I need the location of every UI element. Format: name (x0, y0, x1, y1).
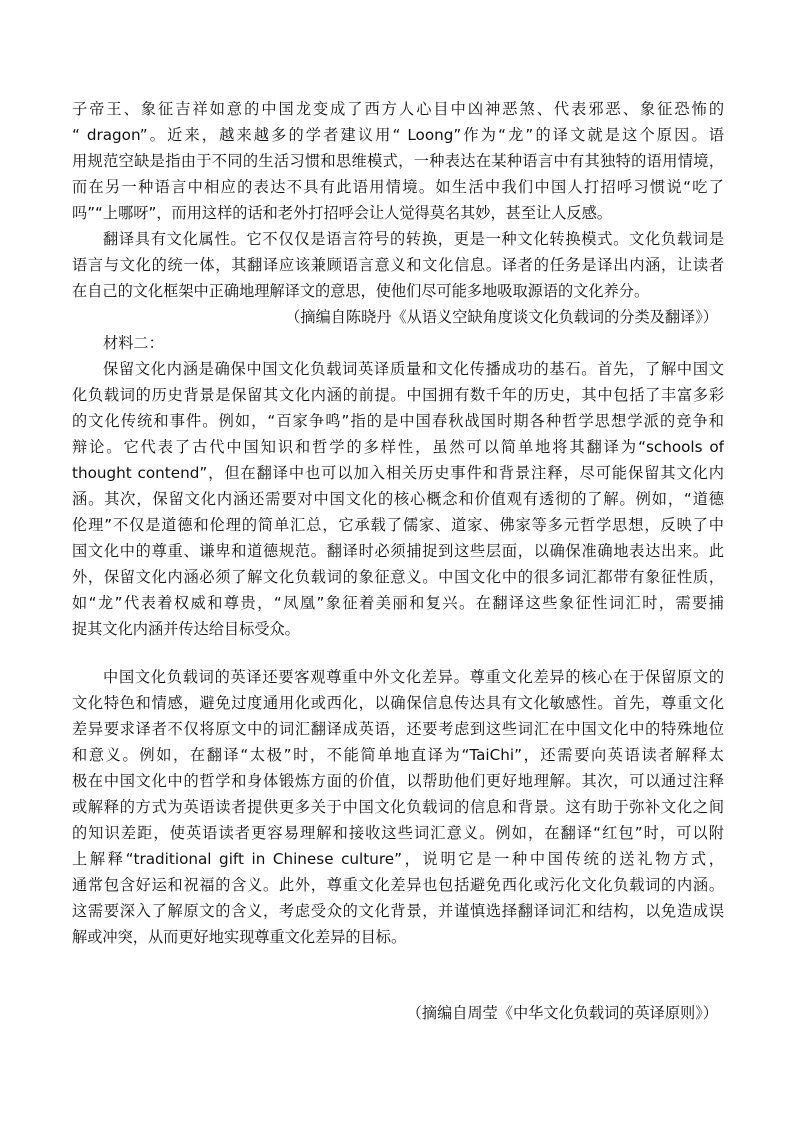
text-line: 通常包含好运和祝福的含义。此外，尊重文化差异也包括避免西化或污化文化负载词的内涵。 (72, 876, 724, 894)
text-line: 化负载词的历史背景是保留其文化内涵的前提。中国拥有数千年的历史，其中包括了丰富多彩 (72, 386, 724, 404)
text-line: 解或冲突，从而更好地实现尊重文化差异的目标。 (72, 928, 407, 946)
text-line: 用规范空缺是指由于不同的生活习惯和思维模式，一种表达在某种语言中有其独特的语用情境， (72, 152, 724, 170)
section-heading: 材料二： (103, 334, 164, 352)
text-line: 和意义。例如，在翻译“太极”时，不能简单地直译为“TaiChi”，还需要向英语读者解释太 (72, 746, 724, 764)
text-line: 涵。其次，保留文化内涵还需要对中国文化的核心概念和价值观有透彻的了解。例如，“道德 (72, 490, 724, 508)
text-line: 文化特色和情感，避免过度通用化或西化，以确保信息传达具有文化敏感性。首先，尊重文化 (72, 694, 724, 712)
text-line: 吗”“上哪呀”，而用这样的话和老外打招呼会让人觉得莫名其妙，甚至让人反感。 (72, 204, 612, 222)
text-line: 或解释的方式为英语读者提供更多关于中国文化负载词的信息和背景。这有助于弥补文化之间 (72, 798, 724, 816)
text-line: 子帝王、象征吉祥如意的中国龙变成了西方人心目中凶神恶煞、代表邪恶、象征恐怖的 (72, 100, 724, 118)
text-line: 而在另一种语言中相应的表达不具有此语用情境。如生活中我们中国人打招呼习惯说“吃了 (72, 178, 724, 196)
text-line: “ dragon”。近来，越来越多的学者建议用“ Loong”作为“龙”的译文就是这个原因。语 (72, 126, 724, 144)
text-line: 差异要求译者不仅将原文中的词汇翻译成英语，还要考虑到这些词汇在中国文化中的特殊地位 (72, 720, 724, 738)
text-line: 上解释“traditional gift in Chinese culture”，说明它是一种中国传统的送礼物方式， (72, 850, 724, 868)
text-line: 的文化传统和事件。例如，“百家争鸣”指的是中国春秋战国时期各种哲学思想学派的竞争和 (72, 412, 724, 430)
text-line: 保留文化内涵是确保中国文化负载词英译质量和文化传播成功的基石。首先，了解中国文 (103, 360, 724, 378)
text-line: 中国文化负载词的英译还要客观尊重中外文化差异。尊重文化差异的核心在于保留原文的 (103, 668, 724, 686)
source-citation: （摘编自陈晓丹《从语义空缺角度谈文化负载词的分类及翻译》） (285, 308, 718, 326)
text-line: 捉其文化内涵并传达给目标受众。 (72, 620, 300, 638)
text-line: 这需要深入了解原文的含义，考虑受众的文化背景，并谨慎选择翻译词汇和结构，以免造成误 (72, 902, 724, 920)
text-line: 外，保留文化内涵必须了解文化负载词的象征意义。中国文化中的很多词汇都带有象征性质， (72, 568, 724, 586)
text-line: 辩论。它代表了古代中国知识和哲学的多样性，虽然可以简单地将其翻译为“schools of (72, 438, 724, 456)
text-line: 在自己的文化框架中正确地理解译文的意思，使他们尽可能多地吸取源语的文化养分。 (72, 282, 650, 300)
text-line: 语言与文化的统一体，其翻译应该兼顾语言意义和文化信息。译者的任务是译出内涵，让读者 (72, 256, 724, 274)
text-line: 伦理”不仅是道德和伦理的简单汇总，它承载了儒家、道家、佛家等多元哲学思想，反映了中 (72, 516, 724, 534)
text-line: 翻译具有文化属性。它不仅仅是语言符号的转换，更是一种文化转换模式。文化负载词是 (103, 230, 724, 248)
text-line: 极在中国文化中的哲学和身体锻炼方面的价值，以帮助他们更好地理解。其次，可以通过注释 (72, 772, 724, 790)
text-line: 如“龙”代表着权威和尊贵，“凤凰”象征着美丽和复兴。在翻译这些象征性词汇时，需要捕 (72, 594, 724, 612)
text-line: 国文化中的尊重、谦卑和道德规范。翻译时必须捕捉到这些层面，以确保准确地表达出来。此 (72, 542, 724, 560)
source-citation: （摘编自周莹《中华文化负载词的英译原则》） (406, 1004, 718, 1022)
text-line: thought contend”，但在翻译中也可以加入相关历史事件和背景注释，尽可能保留其文化内 (72, 464, 724, 482)
text-line: 的知识差距，使英语读者更容易理解和接收这些词汇意义。例如，在翻译“红包”时，可以附 (72, 824, 724, 842)
